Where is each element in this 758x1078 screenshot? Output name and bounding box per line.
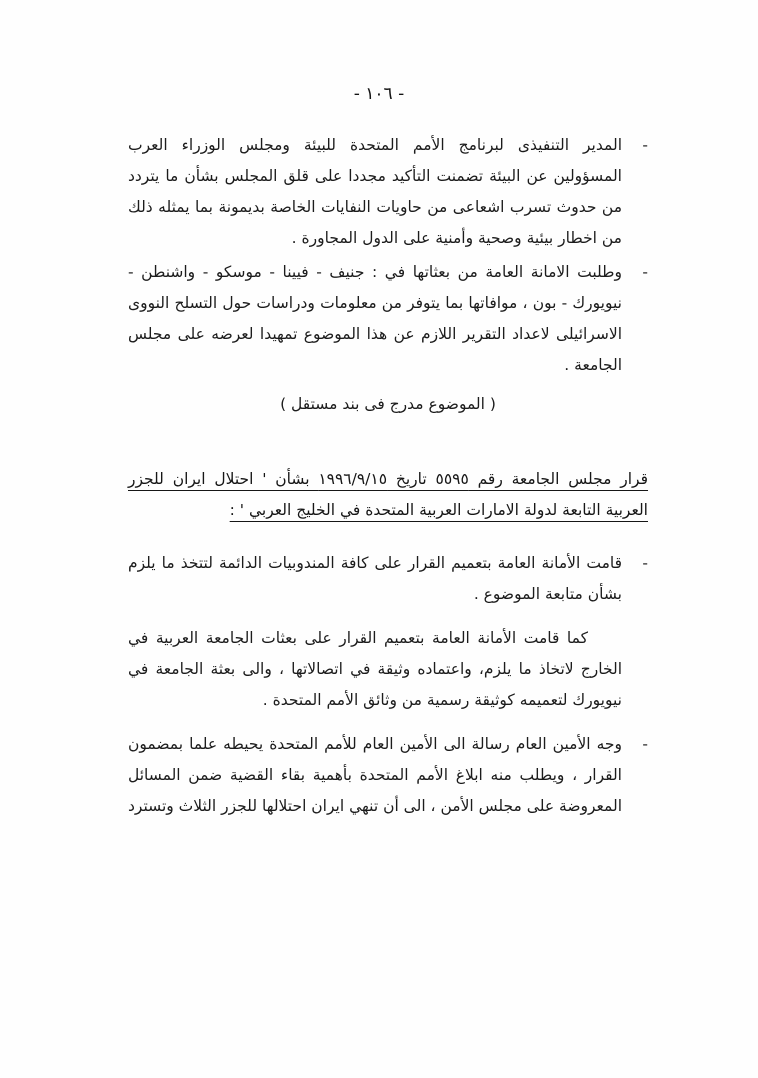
paragraph-circulated-resolution (128, 548, 648, 610)
paragraph-text: وجه الأمين العام رسالة الى الأمين العام للأمم المتحدة يحيطه علما بمضمون القرار ، ويطلب منه ابلاغ الأمم المتحدة بأهمية بقاء القضية ضمن المسائل المعروضة على مجلس الأمن ، الى أن تنهي ايران احتلالها للجزر الثلاث وتسترد (127, 735, 622, 815)
resolution-heading: قرار مجلس الجامعة رقم ٥٥٩٥ تاريخ ١٩٩٦/٩/١٥ بشأن ' احتلال ايران للجزر العربية التابعة لدولة الامارات العربية المتحدة في الخليج العربي ' : (128, 470, 649, 519)
paragraph-env-programme (128, 130, 648, 254)
paragraph-missions-circulation: كما قامت الأمانة العامة بتعميم القرار على بعثات الجامعة العربية في الخارج لاتخاذ ما يلزم، واعتماده وثيقة في اتصالاتها ، والى بعثة الجامعة في نيويورك لتعميمه كوثيقة رسمية من وثائق الأمم المتحدة . (128, 629, 622, 709)
paragraph-text: قامت الأمانة العامة بتعميم القرار على كافة المندوبيات الدائمة لتتخذ ما يلزم بشأن متابعة الموضوع . (128, 554, 622, 603)
page-number: - ١٠٦ - (353, 84, 405, 104)
dash-bullet: - (642, 136, 648, 154)
dash-bullet: - (642, 735, 648, 753)
paragraph-text: وطلبت الامانة العامة من بعثاتها في : جنيف - فيينا - موسكو - واشنطن - نيويورك - بون ، موافاتها بما يتوفر من معلومات ودراسات حول التسلح النووى الاسرائيلى لاعداد التقرير اللازم عن هذا الموضوع تمهيدا لعرضه على مجلس الجامعة . (128, 263, 622, 374)
paragraph-missions-request (128, 257, 648, 381)
paragraph-text: المدير التنفيذى لبرنامج الأمم المتحدة للبيئة ومجلس الوزراء العرب المسؤولين عن البيئة تضمنت التأكيد مجددا على قلق المجلس بشأن ما يتردد من حدوث تسرب اشعاعى من حاويات النفايات الخاصة بديمونة بما يمثله ذلك من اخطار بيئية وصحية وأمنية على الدول المجاورة . (128, 136, 622, 247)
spacer (128, 719, 648, 729)
dash-bullet: - (642, 554, 648, 572)
spacer (128, 613, 648, 623)
document-body (128, 130, 648, 822)
dash-bullet: - (642, 263, 648, 281)
paragraph-sg-letter (128, 729, 648, 822)
centered-note: ( الموضوع مدرج فى بند مستقل ) (280, 395, 496, 413)
